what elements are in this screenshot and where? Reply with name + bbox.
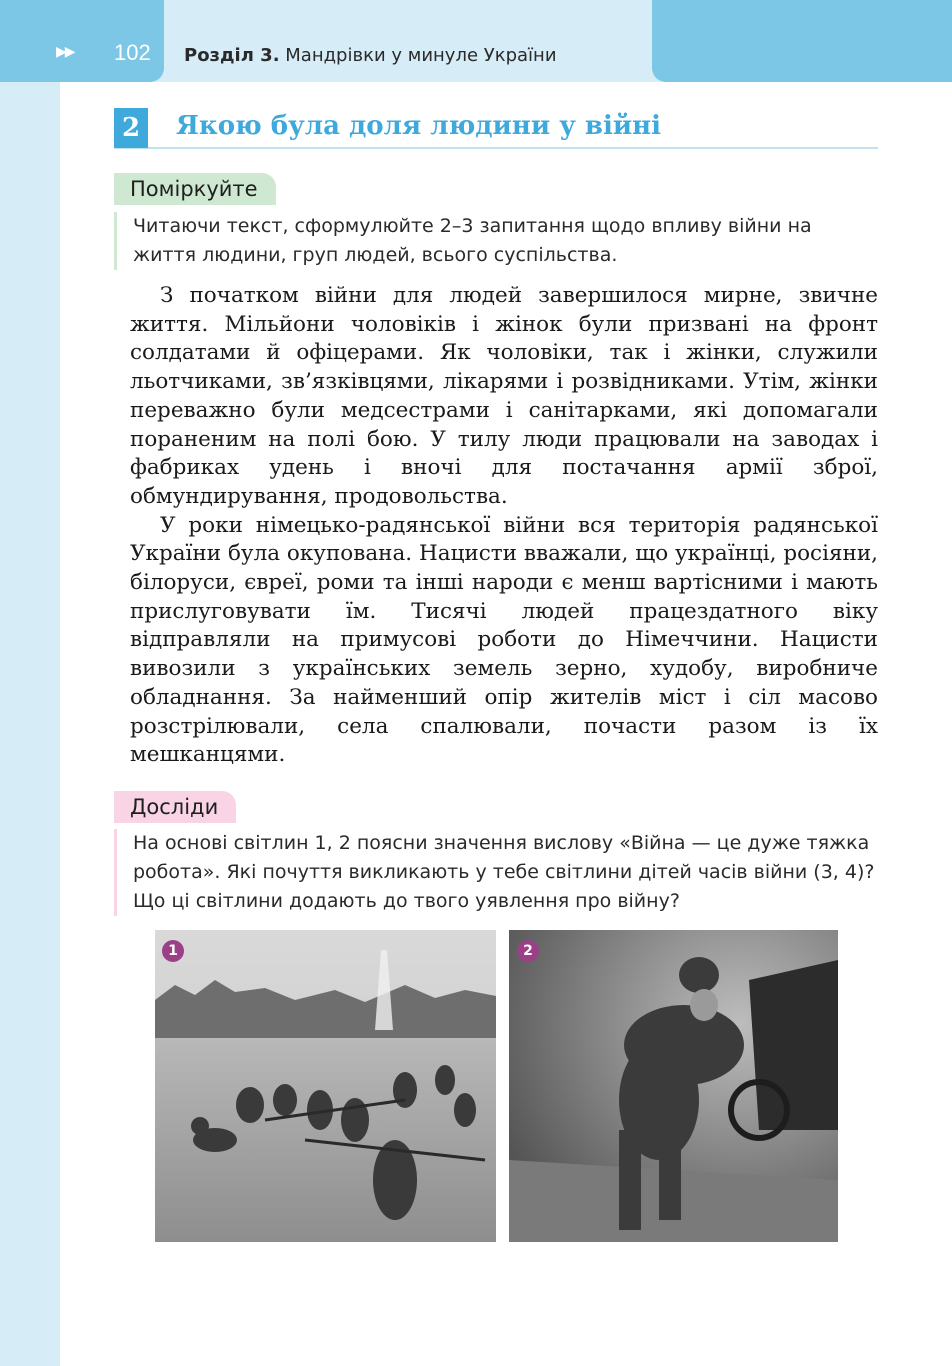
paragraph: З початком війни для людей завершилося мирне, звичне життя. Мільйони чоловіків і жінок були призвані на фронт солдатами й офіцерами. Як чоловіки, так і жінки, служили льотчиками, зв’язківцями, лікарями і розвідниками. Утім, жінки переважно були медсестрами і санітарками, які допомагали пораненим на полі бою. У тилу люди працювали на заводах і фабриках удень і вночі для постачання армії зброї, обмундирування, продовольства. [130, 283, 878, 509]
photo-soldier-carrying-wounded [509, 930, 838, 1242]
research-box-text: На основі світлин 1, 2 поясни значення вислову «Війна — це дуже тяжка робота». Які почуття викликають у тебе світлини дітей часів війни (3, 4)? Що ці світлини додають до твого уявлення про війну? [114, 829, 878, 916]
chapter-label: Розділ 3. [184, 45, 280, 66]
photo-soldiers-crossing-river [155, 930, 496, 1242]
think-box-text: Читаючи текст, сформулюйте 2–3 запитання щодо впливу війни на життя людини, груп людей, всього суспільства. [114, 212, 878, 270]
left-margin-band [0, 0, 60, 1366]
page-number: 102 [114, 40, 151, 65]
research-box-label: Досліди [114, 791, 236, 823]
chapter-heading [184, 45, 557, 66]
photo-badge-2: 2 [517, 940, 539, 962]
section-number: 2 [114, 108, 148, 148]
header-right-tab [652, 0, 952, 82]
section-heading [114, 108, 878, 149]
photo-badge-1: 1 [162, 940, 184, 962]
think-box-label: Поміркуйте [114, 173, 276, 205]
main-text [130, 282, 878, 770]
double-arrow-icon: ▶▶ [56, 44, 74, 60]
chapter-title: Мандрівки у минуле України [285, 45, 557, 66]
section-title: Якою була доля людини у війні [176, 111, 662, 141]
paragraph: У роки німецько-радянської війни вся територія радянської України була окупована. Нацисти вважали, що українці, росіяни, білоруси, євреї, роми та інші народи є менш вартісними і мають прислуговувати їм. Тисячі людей працездатного віку відправляли на примусові роботи до Німеччини. Нацисти вивозили з українських земель зерно, худобу, виробниче обладнання. За найменший опір жителів міст і сіл масово розстрілювали, села спалювали, почасти разом із їх мешканцями. [130, 512, 878, 768]
